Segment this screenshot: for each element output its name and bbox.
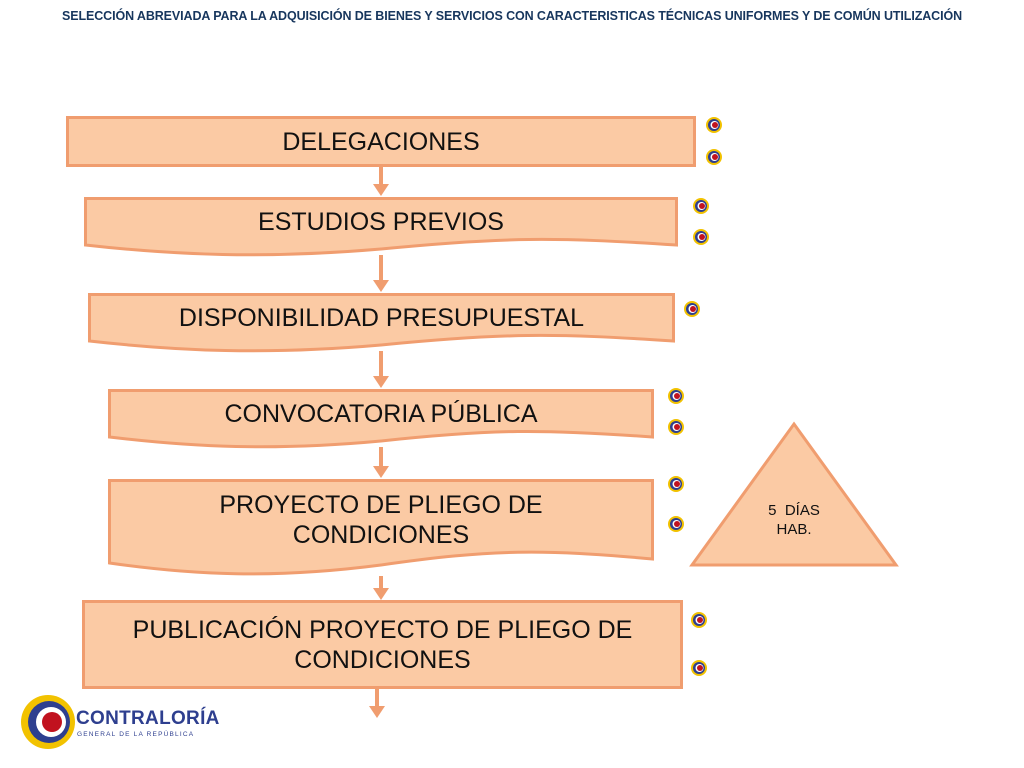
bullet-icon	[667, 475, 685, 493]
step-convocatoria-publica	[108, 389, 654, 449]
logo-emblem-icon	[18, 692, 78, 752]
bullet-icon	[692, 197, 710, 215]
contraloria-logo	[18, 692, 220, 752]
deadline-triangle	[688, 420, 900, 570]
step-disponibilidad-presupuestal-label: DISPONIBILIDAD PRESUPUESTAL	[178, 304, 585, 332]
arrow-head-5-6	[373, 588, 389, 600]
deadline-days: 5 DÍAS	[768, 502, 820, 519]
bullet-icon	[667, 387, 685, 405]
arrow-head-3-4	[373, 376, 389, 388]
step-disponibilidad-presupuestal	[88, 293, 675, 353]
step-publicacion-proyecto	[82, 600, 683, 689]
step-convocatoria-publica-label: CONVOCATORIA PÚBLICA	[224, 400, 538, 428]
bullet-icon	[667, 515, 685, 533]
bullet-icon	[667, 418, 685, 436]
step-publicacion-proyecto-label: PUBLICACIÓN PROYECTO DE PLIEGO DE CONDICIONES	[132, 615, 633, 674]
arrow-head-2-3	[373, 280, 389, 292]
step-delegaciones-label: DELEGACIONES	[282, 127, 480, 156]
step-estudios-previos	[84, 197, 678, 257]
bullet-icon	[683, 300, 701, 318]
logo-name: CONTRALORÍA	[76, 708, 220, 729]
deadline-unit: HAB.	[776, 520, 812, 538]
bullet-icon	[690, 611, 708, 629]
step-proyecto-pliego	[108, 479, 654, 579]
arrow-head-6-out	[369, 706, 385, 718]
arrow-head-1-2	[373, 184, 389, 196]
step-estudios-previos-label: ESTUDIOS PREVIOS	[258, 208, 504, 236]
bullet-icon	[690, 659, 708, 677]
bullet-icon	[692, 228, 710, 246]
arrow-head-4-5	[373, 466, 389, 478]
logo-subtitle: GENERAL DE LA REPÚBLICA	[77, 731, 195, 738]
page-title: SELECCIÓN ABREVIADA PARA LA ADQUISICIÓN DE BIENES Y SERVICIOS CON CARACTERISTICAS TÉCNICAS UNIFORMES Y DE COMÚN UTILIZACIÓN	[61, 9, 963, 23]
bullet-icon	[705, 116, 723, 134]
bullet-icon	[705, 148, 723, 166]
step-proyecto-pliego-label: PROYECTO DE PLIEGO DE CONDICIONES	[219, 491, 543, 549]
step-delegaciones	[66, 116, 696, 167]
